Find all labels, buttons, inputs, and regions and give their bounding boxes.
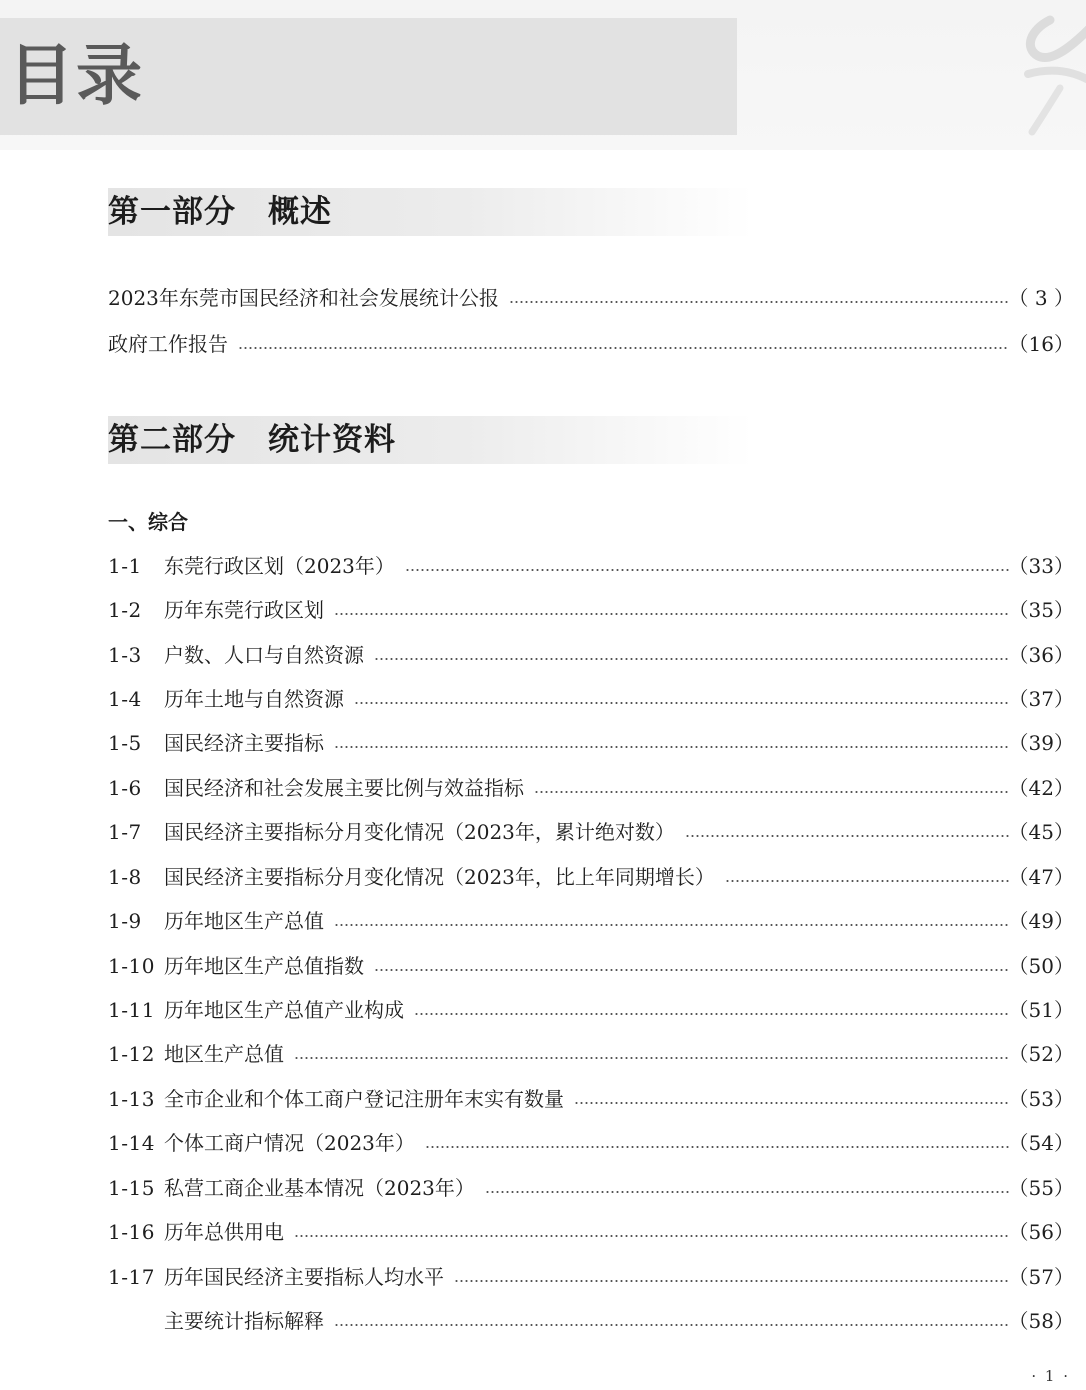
dot-leader xyxy=(414,1013,1009,1015)
toc-entry-title: 历年东莞行政区划 xyxy=(164,598,324,622)
toc-entry-page: （35） xyxy=(1008,598,1074,622)
page-title: 目录 xyxy=(8,37,144,114)
toc-entry-title: 国民经济主要指标分月变化情况（2023年，累计绝对数） xyxy=(164,820,675,844)
dot-leader xyxy=(574,1102,1009,1104)
dot-leader xyxy=(725,880,1009,882)
toc-entry-title: 历年国民经济主要指标人均水平 xyxy=(164,1265,444,1289)
toc-entry-number: 1-2 xyxy=(108,598,142,622)
toc-entry[interactable] xyxy=(108,1306,1074,1336)
toc-entry-page: （50） xyxy=(1008,954,1074,978)
toc-entry-number: 1-5 xyxy=(108,731,142,755)
toc-entry-title: 2023年东莞市国民经济和社会发展统计公报 xyxy=(108,286,499,310)
toc-entry-title: 地区生产总值 xyxy=(164,1042,284,1066)
toc-entry-page: （57） xyxy=(1008,1265,1074,1289)
dot-leader xyxy=(425,1146,1009,1148)
toc-entry-page: （51） xyxy=(1008,998,1074,1022)
toc-entry[interactable] xyxy=(108,551,1074,581)
toc-entry[interactable] xyxy=(108,995,1074,1025)
dot-leader xyxy=(454,1280,1009,1282)
dot-leader xyxy=(238,347,1009,349)
toc-entry-title: 个体工商户情况（2023年） xyxy=(164,1131,415,1155)
toc-entry-page: （37） xyxy=(1008,687,1074,711)
toc-entry-number: 1-4 xyxy=(108,687,142,711)
toc-entry[interactable] xyxy=(108,1128,1074,1158)
toc-entry[interactable] xyxy=(108,773,1074,803)
toc-entry-page: （56） xyxy=(1008,1220,1074,1244)
section-heading-text: 第二部分 统计资料 xyxy=(108,422,396,458)
toc-entry-page: （55） xyxy=(1008,1176,1074,1200)
dot-leader xyxy=(334,746,1009,748)
toc-entry-number: 1-8 xyxy=(108,865,142,889)
toc-entry-page: （33） xyxy=(1008,554,1074,578)
toc-entry-page: （ 3 ） xyxy=(1008,286,1074,310)
toc-entry-number: 1-9 xyxy=(108,909,142,933)
dot-leader xyxy=(334,613,1009,615)
toc-entry-title: 历年总供用电 xyxy=(164,1220,284,1244)
page-number: · 1 · xyxy=(1031,1367,1070,1385)
toc-entry-title: 历年土地与自然资源 xyxy=(164,687,344,711)
toc-entry-title: 国民经济主要指标分月变化情况（2023年，比上年同期增长） xyxy=(164,865,715,889)
toc-entry-title: 主要统计指标解释 xyxy=(164,1309,324,1333)
toc-entry[interactable] xyxy=(108,684,1074,714)
dot-leader xyxy=(334,1324,1009,1326)
toc-entry[interactable] xyxy=(108,728,1074,758)
toc-entry-number: 1-11 xyxy=(108,998,155,1022)
dot-leader xyxy=(685,835,1009,837)
toc-entry-page: （47） xyxy=(1008,865,1074,889)
toc-entry-title: 户数、人口与自然资源 xyxy=(164,643,364,667)
toc-entry-number: 1-1 xyxy=(108,554,142,578)
toc-entry-page: （16） xyxy=(1008,332,1074,356)
toc-entry-title: 政府工作报告 xyxy=(108,332,228,356)
toc-entry-page: （36） xyxy=(1008,643,1074,667)
toc-entry-page: （58） xyxy=(1008,1309,1074,1333)
toc-entry-number: 1-12 xyxy=(108,1042,155,1066)
toc-entry-title: 私营工商企业基本情况（2023年） xyxy=(164,1176,475,1200)
dot-leader xyxy=(405,569,1009,571)
dot-leader xyxy=(509,301,1009,303)
toc-entry[interactable] xyxy=(108,1217,1074,1247)
toc-entry[interactable] xyxy=(108,1039,1074,1069)
toc-entry-title: 国民经济主要指标 xyxy=(164,731,324,755)
toc-entry-page: （54） xyxy=(1008,1131,1074,1155)
section-heading-part1 xyxy=(108,188,753,236)
toc-entry[interactable] xyxy=(108,283,1074,313)
dot-leader xyxy=(374,658,1009,660)
toc-entry-number: 1-6 xyxy=(108,776,142,800)
toc-entry[interactable] xyxy=(108,951,1074,981)
toc-entry[interactable] xyxy=(108,329,1074,359)
section-heading-part2 xyxy=(108,416,753,464)
dot-leader xyxy=(374,969,1009,971)
toc-entry[interactable] xyxy=(108,640,1074,670)
toc-entry-number: 1-10 xyxy=(108,954,155,978)
toc-entry[interactable] xyxy=(108,1084,1074,1114)
toc-entry-number: 1-16 xyxy=(108,1220,155,1244)
toc-entry[interactable] xyxy=(108,1262,1074,1292)
toc-entry-title: 历年地区生产总值指数 xyxy=(164,954,364,978)
dot-leader xyxy=(354,702,1009,704)
toc-entry-title: 历年地区生产总值 xyxy=(164,909,324,933)
toc-entry-title: 全市企业和个体工商户登记注册年末实有数量 xyxy=(164,1087,564,1111)
toc-entry[interactable] xyxy=(108,595,1074,625)
toc-entry-title: 国民经济和社会发展主要比例与效益指标 xyxy=(164,776,524,800)
dot-leader xyxy=(334,924,1009,926)
toc-entry-number: 1-13 xyxy=(108,1087,155,1111)
toc-entry-number: 1-7 xyxy=(108,820,142,844)
toc-entry[interactable] xyxy=(108,906,1074,936)
dot-leader xyxy=(485,1191,1009,1193)
brush-stroke-decoration xyxy=(1020,8,1086,138)
dot-leader xyxy=(294,1057,1009,1059)
toc-entry-page: （49） xyxy=(1008,909,1074,933)
toc-entry[interactable] xyxy=(108,862,1074,892)
toc-entry-number: 1-15 xyxy=(108,1176,155,1200)
toc-entry-page: （45） xyxy=(1008,820,1074,844)
toc-entry-page: （42） xyxy=(1008,776,1074,800)
section-heading-text: 第一部分 概述 xyxy=(108,194,332,230)
toc-entry-title: 东莞行政区划（2023年） xyxy=(164,554,395,578)
toc-entry[interactable] xyxy=(108,817,1074,847)
toc-entry-page: （53） xyxy=(1008,1087,1074,1111)
toc-entry-title: 历年地区生产总值产业构成 xyxy=(164,998,404,1022)
dot-leader xyxy=(294,1235,1009,1237)
toc-entry-page: （39） xyxy=(1008,731,1074,755)
toc-entry[interactable] xyxy=(108,1173,1074,1203)
toc-entry-number: 1-3 xyxy=(108,643,142,667)
toc-entry-number: 1-14 xyxy=(108,1131,155,1155)
dot-leader xyxy=(534,791,1009,793)
toc-entry-page: （52） xyxy=(1008,1042,1074,1066)
subheading-general: 一、综合 xyxy=(108,510,188,534)
toc-entry-number: 1-17 xyxy=(108,1265,155,1289)
